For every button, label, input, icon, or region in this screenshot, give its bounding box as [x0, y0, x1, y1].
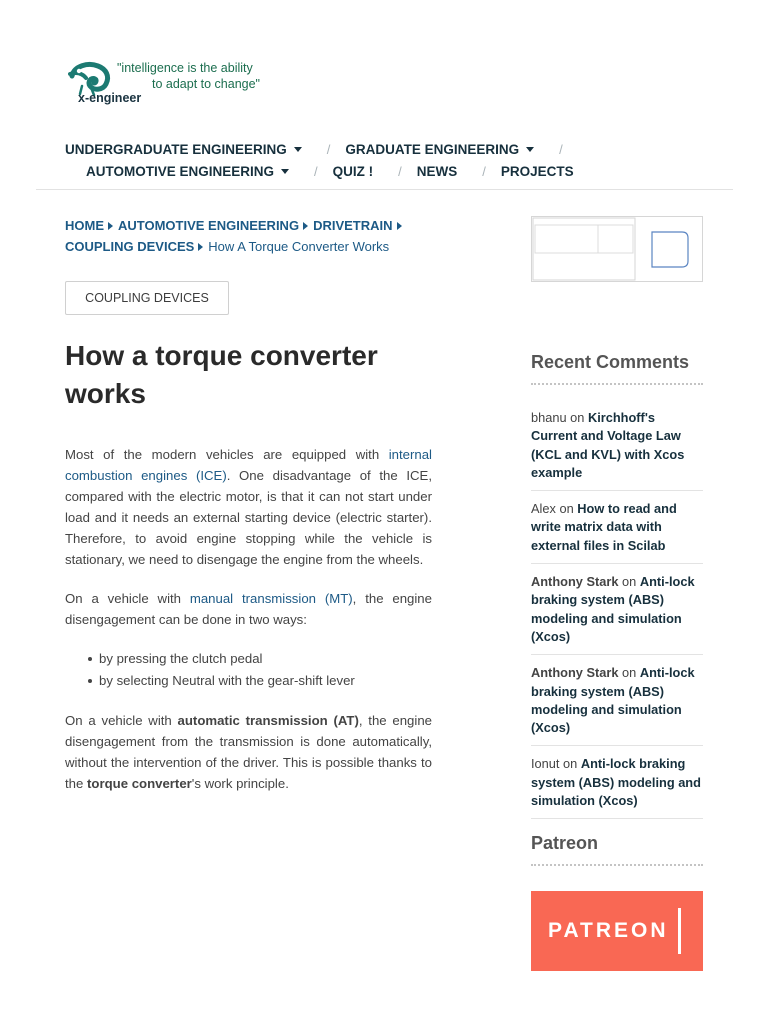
comment-item [531, 409, 703, 491]
ad-placeholder-graphic [532, 217, 702, 281]
comment-author-link[interactable]: Anthony Stark [531, 665, 619, 681]
comment-item [531, 500, 703, 564]
comment-on: on [570, 410, 585, 425]
nav-row-2 [86, 164, 574, 179]
nav-separator: / [326, 142, 331, 157]
comment-author: Alex [531, 501, 556, 517]
text: , the engine disengagement can be done in two ways: [65, 591, 432, 627]
triangle-right-icon [108, 222, 113, 230]
bold-text: automatic transmission (AT) [177, 713, 359, 728]
site-logo[interactable] [68, 58, 288, 110]
patreon-button[interactable] [531, 891, 703, 971]
patreon-label: PATREON [548, 919, 669, 942]
list-item: by pressing the clutch pedal [99, 648, 432, 670]
bold-text: torque converter [87, 776, 192, 791]
nav-row-1 [65, 142, 578, 157]
breadcrumb-automotive-engineering[interactable]: AUTOMOTIVE ENGINEERING [118, 218, 300, 233]
triangle-right-icon [303, 222, 308, 230]
logo-brand-name: x-engineer [78, 91, 142, 105]
text: On a vehicle with [65, 713, 178, 728]
comment-on: on [622, 574, 637, 590]
comment-item [531, 664, 703, 746]
category-button[interactable]: COUPLING DEVICES [65, 281, 229, 315]
comment-on: on [559, 501, 574, 517]
comment-item [531, 573, 703, 655]
nav-separator: / [398, 164, 402, 179]
comment-on: on [563, 756, 578, 772]
bullet-list [99, 648, 432, 692]
caret-down-icon [526, 147, 534, 152]
logo-tagline-line2: to adapt to change" [152, 77, 260, 91]
nav-item-news[interactable]: NEWS [416, 164, 458, 179]
caret-down-icon [281, 169, 289, 174]
main-navigation [36, 138, 733, 190]
comment-author: bhanu [531, 410, 567, 425]
breadcrumb-home[interactable]: HOME [65, 218, 104, 233]
breadcrumb-current: How A Torque Converter Works [208, 239, 390, 254]
text: . One disadvantage of the ICE, compared with the electric motor, is that it can not start under load and it needs an external starting device (electric starter). Therefore, to avoid engine stopping while the vehicle is stationary, we need to disengage the engine from the wheels. [65, 468, 433, 567]
nav-item-undergraduate-engineering[interactable] [65, 142, 302, 157]
text: On a vehicle with [65, 591, 190, 606]
comment-author: Ionut [531, 756, 560, 772]
comment-post-link[interactable]: Kirchhoff's Current and Voltage Law (KCL and KVL) with Xcos example [531, 410, 685, 480]
nav-separator: / [559, 142, 563, 157]
link-internal-combustion-engines[interactable]: internal combustion engines (ICE) [65, 447, 432, 483]
triangle-right-icon [198, 243, 203, 251]
breadcrumb [65, 215, 435, 257]
nav-item-label: UNDERGRADUATE ENGINEERING [65, 142, 287, 157]
text: , the engine disengagement from the transmission is done automatically, without the intervention of the driver. This is possible thanks to the [65, 713, 432, 791]
logo-tagline-line1: "intelligence is the ability [117, 61, 253, 75]
comment-author-link[interactable]: Anthony Stark [531, 574, 619, 590]
comment-post-link[interactable]: Anti-lock braking system (ABS) modeling and simulation (Xcos) [531, 756, 701, 809]
paragraph-3 [65, 710, 432, 794]
patreon-heading: Patreon [531, 833, 703, 866]
triangle-right-icon [397, 222, 402, 230]
article-content [65, 444, 432, 812]
nav-separator: / [482, 164, 486, 179]
sidebar-ad-placeholder[interactable] [531, 216, 703, 282]
breadcrumb-drivetrain[interactable]: DRIVETRAIN [313, 218, 393, 233]
comment-item [531, 755, 703, 819]
nav-item-automotive-engineering[interactable] [86, 164, 289, 179]
comment-post-link[interactable]: Anti-lock braking system (ABS) modeling and simulation (Xcos) [531, 574, 695, 644]
breadcrumb-coupling-devices[interactable]: COUPLING DEVICES [65, 239, 195, 254]
nav-item-projects[interactable]: PROJECTS [500, 164, 574, 179]
nav-item-label: AUTOMOTIVE ENGINEERING [86, 164, 275, 179]
nav-separator: / [314, 164, 318, 179]
recent-comments-list [531, 409, 703, 828]
page-title: How a torque converter works [65, 340, 378, 409]
caret-down-icon [294, 147, 302, 152]
text: 's work principle. [191, 776, 289, 791]
nav-item-label: GRADUATE ENGINEERING [345, 142, 520, 157]
nav-item-quiz[interactable]: QUIZ ! [332, 164, 374, 179]
comment-on: on [622, 665, 637, 681]
paragraph-2 [65, 588, 432, 630]
comment-post-link[interactable]: How to read and write matrix data with external files in Scilab [531, 501, 677, 553]
link-manual-transmission[interactable]: manual transmission (MT) [189, 591, 353, 606]
nav-item-graduate-engineering[interactable] [345, 142, 534, 157]
list-item: by selecting Neutral with the gear-shift lever [99, 670, 432, 692]
paragraph-1 [65, 444, 432, 570]
recent-comments-heading: Recent Comments [531, 352, 703, 385]
patreon-bar-icon [678, 908, 681, 954]
text: Most of the modern vehicles are equipped with [65, 447, 389, 462]
comment-post-link[interactable]: Anti-lock braking system (ABS) modeling and simulation (Xcos) [531, 665, 695, 736]
